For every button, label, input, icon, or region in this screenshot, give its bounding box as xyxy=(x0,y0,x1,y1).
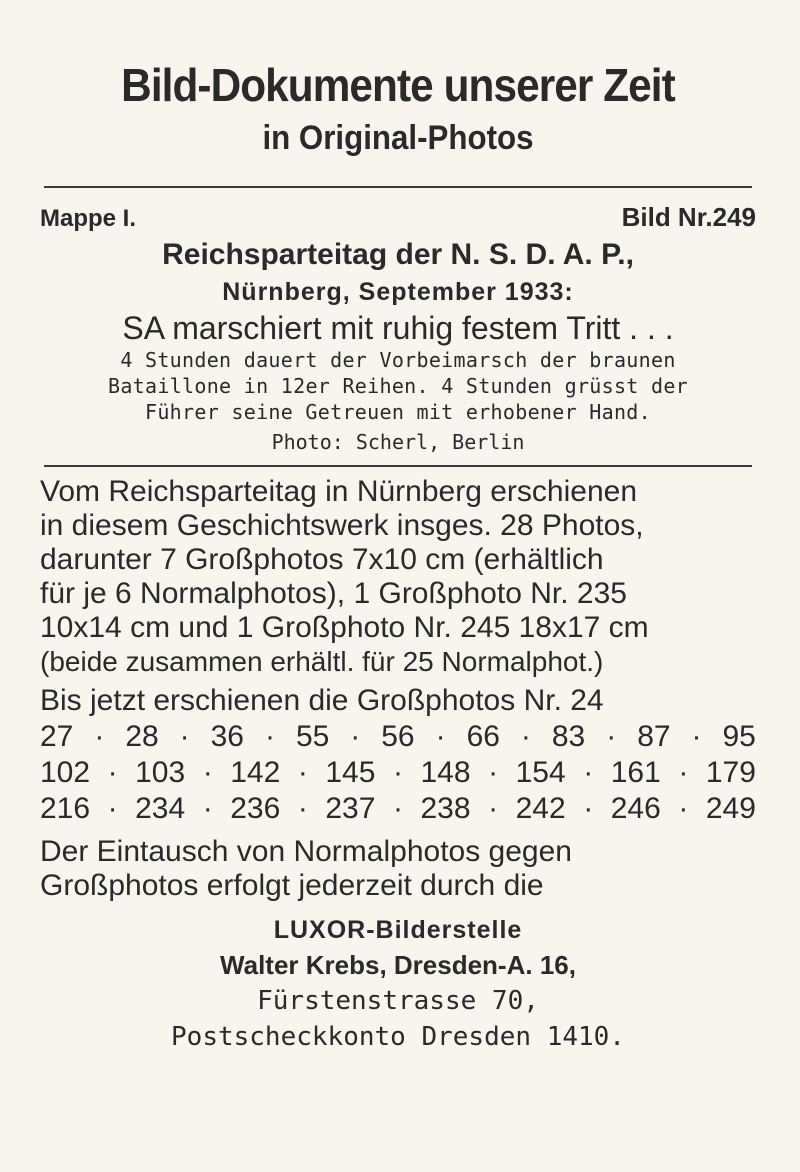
photo-number: 216 xyxy=(40,792,91,825)
photo-number: 234 xyxy=(135,792,186,825)
separator-dot: · xyxy=(583,792,594,825)
info-line: 10x14 cm und 1 Großphoto Nr. 245 18x17 cm xyxy=(40,611,649,644)
large-photo-list xyxy=(40,683,756,827)
photo-caption xyxy=(40,347,756,425)
info-line: (beide zusammen erhältl. für 25 Normalphot.) xyxy=(40,646,604,677)
publisher-name: LUXOR-Bilderstelle xyxy=(273,916,523,944)
photo-headline: SA marschiert mit ruhig festem Tritt . . . xyxy=(122,310,674,346)
photo-credit: Photo: Scherl, Berlin xyxy=(271,430,525,454)
series-subtitle: in Original-Photos xyxy=(262,119,534,157)
info-paragraph xyxy=(40,475,756,679)
separator-dot: · xyxy=(583,756,594,789)
publisher-street: Fürstenstrasse 70, xyxy=(257,986,539,1016)
photo-number: 95 xyxy=(722,720,756,753)
separator-dot: · xyxy=(392,792,403,825)
separator-dot: · xyxy=(488,792,499,825)
folder-label: Mappe I. xyxy=(40,205,137,232)
photo-number: 246 xyxy=(610,792,661,825)
photo-number: 161 xyxy=(610,756,661,789)
photo-number: 242 xyxy=(515,792,566,825)
separator-dot: · xyxy=(691,720,702,753)
separator-dot: · xyxy=(264,720,275,753)
photo-number: 27 xyxy=(40,720,74,753)
photo-number: 179 xyxy=(705,756,756,789)
info-line: darunter 7 Großphotos 7x10 cm (erhältlich xyxy=(40,543,604,576)
separator-dot: · xyxy=(94,720,105,753)
number-row xyxy=(40,719,756,755)
exchange-note xyxy=(40,835,756,903)
photo-number: 145 xyxy=(325,756,376,789)
separator-dot: · xyxy=(297,792,308,825)
photo-number: 83 xyxy=(551,720,586,753)
separator-dot: · xyxy=(678,792,689,825)
exchange-line: Großphotos erfolgt jederzeit durch die xyxy=(40,869,544,902)
series-title: Bild-Dokumente unserer Zeit xyxy=(121,59,675,111)
separator-dot: · xyxy=(179,720,190,753)
info-line: in diesem Geschichtswerk insges. 28 Photos, xyxy=(40,509,644,542)
photo-number: 28 xyxy=(125,720,159,753)
info-line: Vom Reichsparteitag in Nürnberg erschienen xyxy=(40,475,637,508)
photo-number: 55 xyxy=(295,720,330,753)
separator-dot: · xyxy=(606,720,617,753)
photo-number: 238 xyxy=(420,792,471,825)
publisher-owner: Walter Krebs, Dresden-A. 16, xyxy=(220,950,576,980)
photo-number: 36 xyxy=(210,720,244,753)
separator-dot: · xyxy=(202,792,213,825)
event-title: Reichsparteitag der N. S. D. A. P., xyxy=(162,238,634,271)
publisher-account: Postscheckkonto Dresden 1410. xyxy=(171,1022,625,1052)
divider xyxy=(44,186,752,188)
photo-number: 103 xyxy=(135,756,186,789)
separator-dot: · xyxy=(392,756,403,789)
list-intro: Bis jetzt erschienen die Großphotos Nr. 24 xyxy=(40,684,604,717)
picture-number: Bild Nr.249 xyxy=(621,202,756,232)
number-row xyxy=(40,791,756,827)
photo-number: 154 xyxy=(515,756,566,789)
photo-number: 102 xyxy=(40,756,91,789)
separator-dot: · xyxy=(435,720,446,753)
separator-dot: · xyxy=(202,756,213,789)
number-row xyxy=(40,755,756,791)
photo-number: 87 xyxy=(637,720,671,753)
place-date: Nürnberg, September 1933: xyxy=(222,278,574,306)
separator-dot: · xyxy=(488,756,499,789)
photo-number: 236 xyxy=(230,792,281,825)
separator-dot: · xyxy=(520,720,531,753)
separator-dot: · xyxy=(350,720,361,753)
separator-dot: · xyxy=(107,792,118,825)
caption-line: 4 Stunden dauert der Vorbeimarsch der braunen xyxy=(120,348,676,372)
photo-number: 237 xyxy=(325,792,376,825)
card-meta-row xyxy=(40,202,756,233)
exchange-line: Der Eintausch von Normalphotos gegen xyxy=(40,835,572,868)
caption-line: Führer seine Getreuen mit erhobener Hand. xyxy=(145,400,651,424)
separator-dot: · xyxy=(107,756,118,789)
photo-number: 56 xyxy=(381,720,415,753)
photo-number: 66 xyxy=(466,720,500,753)
separator-dot: · xyxy=(678,756,689,789)
photo-number: 148 xyxy=(420,756,471,789)
photo-number: 249 xyxy=(705,792,756,825)
divider xyxy=(44,465,752,467)
info-line: für je 6 Normalphotos), 1 Großphoto Nr. 235 xyxy=(40,577,627,610)
photo-number: 142 xyxy=(230,756,281,789)
caption-line: Bataillone in 12er Reihen. 4 Stunden grüsst der xyxy=(107,374,689,398)
separator-dot: · xyxy=(297,756,308,789)
